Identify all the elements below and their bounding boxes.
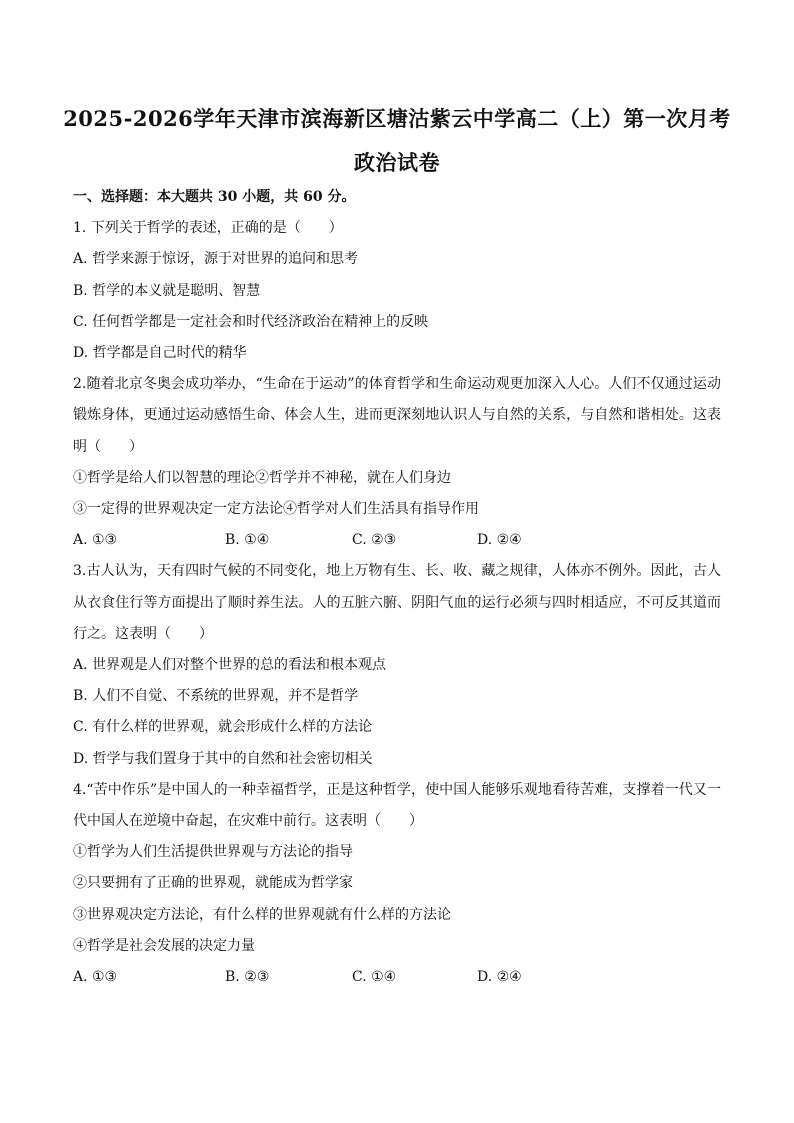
- choice-a: A. ①③: [73, 969, 118, 986]
- option-c: C. 任何哲学都是一定社会和时代经济政治在精神上的反映: [73, 313, 429, 330]
- statement-line: ①哲学为人们生活提供世界观与方法论的指导: [73, 844, 353, 861]
- exam-title: 2025-2026学年天津市滨海新区塘沽紫云中学高二（上）第一次月考: [63, 106, 731, 131]
- choice-d: D. ②④: [477, 532, 522, 549]
- statement-line: ③一定得的世界观决定一定方法论④哲学对人们生活具有指导作用: [73, 501, 479, 518]
- question-4: [73, 775, 721, 993]
- statement-line: ④哲学是社会发展的决定力量: [73, 937, 255, 954]
- question-3: [73, 556, 721, 774]
- option-a: A. 世界观是人们对整个世界的总的看法和根本观点: [73, 657, 387, 674]
- option-a: A. 哲学来源于惊讶，源于对世界的追问和思考: [73, 251, 359, 268]
- choice-d: D. ②④: [477, 969, 522, 986]
- choice-row: [73, 525, 721, 556]
- statement-line: ③世界观决定方法论，有什么样的世界观就有什么样的方法论: [73, 906, 451, 923]
- choice-a: A. ①③: [73, 532, 118, 549]
- option-c: C. 有什么样的世界观，就会形成什么样的方法论: [73, 719, 373, 736]
- question-stem: 4.“苦中作乐”是中国人的一种幸福哲学，正是这种哲学，使中国人能够乐观地看待苦难，支撑着一代又一代中国人在逆境中奋起，在灾难中前行。这表明（ ）: [73, 781, 721, 830]
- question-stem: 1. 下列关于哲学的表述，正确的是（ ）: [73, 220, 343, 237]
- choice-b: B. ②③: [225, 969, 270, 986]
- choice-b: B. ①④: [225, 532, 270, 549]
- question-2: [73, 369, 721, 556]
- choice-c: C. ①④: [352, 969, 397, 986]
- option-d: D. 哲学都是自己时代的精华: [73, 345, 247, 362]
- option-b: B. 人们不自觉、不系统的世界观，并不是哲学: [73, 688, 359, 705]
- exam-subtitle: 政治试卷: [354, 150, 440, 175]
- statement-line: ①哲学是给人们以智慧的理论②哲学并不神秘，就在人们身边: [73, 469, 451, 486]
- question-stem: 2.随着北京冬奥会成功举办，“生命在于运动”的体育哲学和生命运动观更加深入人心。人们不仅通过运动锻炼身体，更通过运动感悟生命、体会人生，进而更深刻地认识人与自然的关系，与自然和谐相处。这表明（ ）: [73, 376, 721, 455]
- choice-c: C. ②③: [352, 532, 397, 549]
- choice-row: [73, 962, 721, 993]
- statement-line: ②只要拥有了正确的世界观，就能成为哲学家: [73, 875, 353, 892]
- question-stem: 3.古人认为，天有四时气候的不同变化，地上万物有生、长、收、藏之规律，人体亦不例外。因此，古人从衣食住行等方面提出了顺时养生法。人的五脏六腑、阴阳气血的运行必须与四时相适应，不可反其道而行之。这表明（ ）: [73, 563, 721, 642]
- question-1: [73, 213, 721, 369]
- section-heading: 一、选择题：本大题共 30 小题，共 60 分。: [73, 189, 356, 205]
- option-b: B. 哲学的本义就是聪明、智慧: [73, 282, 261, 299]
- option-d: D. 哲学与我们置身于其中的自然和社会密切相关: [73, 750, 373, 767]
- exam-content: [73, 182, 721, 993]
